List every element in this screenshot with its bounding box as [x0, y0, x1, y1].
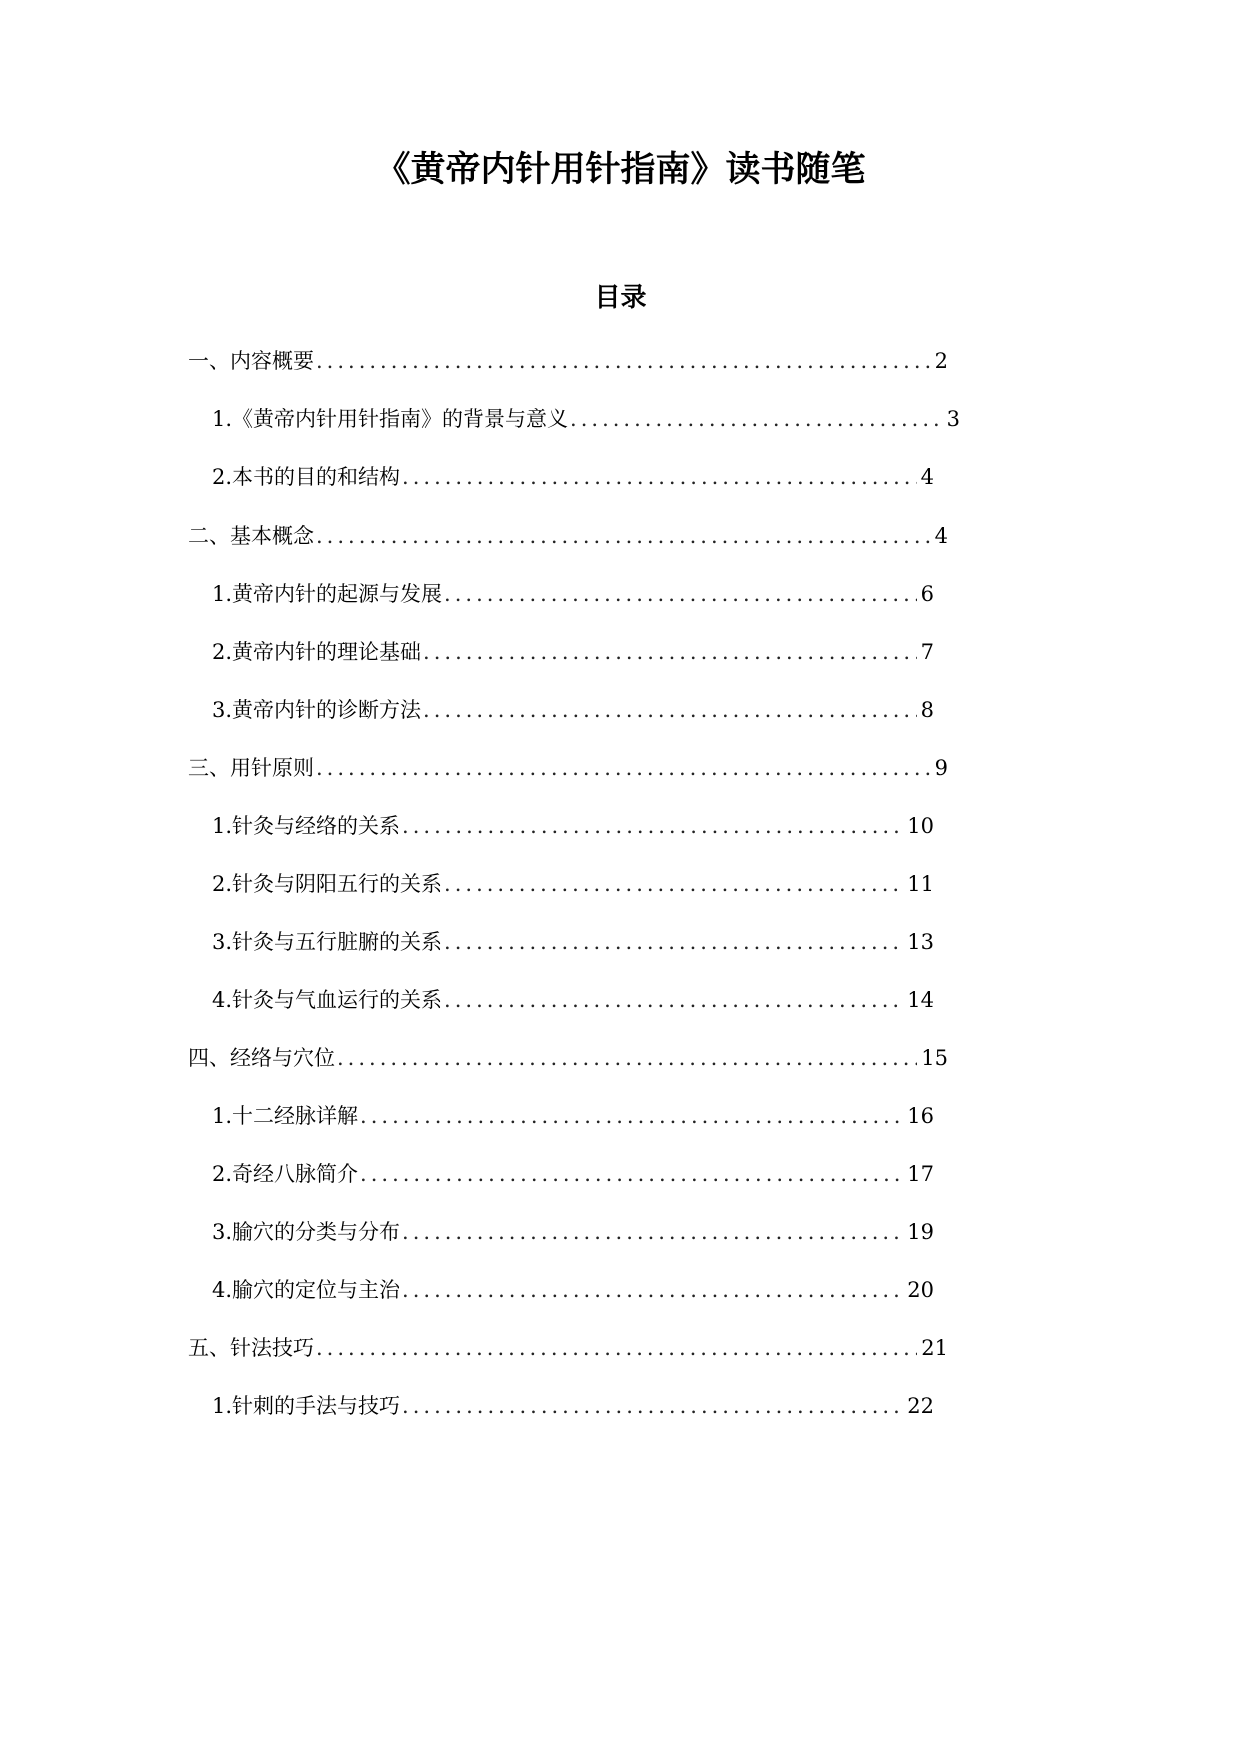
toc-entry-3-2[interactable] [212, 869, 934, 899]
toc-entry-text: 针灸与五行脏腑的关系 [232, 930, 443, 954]
toc-entry-text: 黄帝内针的起源与发展 [232, 582, 443, 606]
toc-entry-4-4[interactable] [212, 1275, 934, 1305]
toc-entry-4-3[interactable] [212, 1217, 934, 1247]
dot-leader [402, 1391, 903, 1421]
toc-entry-text: 本书的目的和结构 [232, 465, 401, 489]
toc-entry-number: 3. [212, 698, 233, 722]
toc-entry-number: 3. [212, 930, 233, 954]
toc-page-number: 16 [907, 1104, 934, 1128]
dot-leader [316, 346, 931, 376]
toc-entry-number: 4. [212, 988, 233, 1012]
toc-page-number: 19 [907, 1220, 934, 1244]
dot-leader [402, 1275, 903, 1305]
toc-entry-3-1[interactable] [212, 811, 934, 841]
toc-page-number: 9 [934, 756, 948, 780]
toc-entry-text: 《黄帝内针用针指南》的背景与意义 [232, 407, 569, 431]
toc-entry-number: 2. [212, 640, 233, 664]
toc-entry-1-1[interactable] [212, 404, 960, 434]
toc-entry-text: 针刺的手法与技巧 [232, 1394, 401, 1418]
toc-heading: 目录 [594, 283, 647, 313]
toc-entry-2-1[interactable] [212, 579, 934, 609]
dot-leader [402, 462, 917, 492]
toc-entry-3-3[interactable] [212, 927, 934, 957]
toc-entry-number: 3. [212, 1220, 233, 1244]
toc-page-number: 8 [920, 698, 934, 722]
toc-entry-number: 1. [212, 1104, 233, 1128]
dot-leader [444, 985, 903, 1015]
toc-entry-number: 2. [212, 872, 233, 896]
dot-leader [444, 579, 917, 609]
toc-entry-text: 三、用针原则 [188, 756, 314, 780]
toc-page-number: 3 [946, 407, 960, 431]
dot-leader [402, 811, 903, 841]
toc-page-number: 2 [934, 349, 948, 373]
toc-entry-number: 4. [212, 1278, 233, 1302]
toc-entry-text: 二、基本概念 [188, 524, 314, 548]
toc-entry-text: 十二经脉详解 [232, 1104, 359, 1128]
toc-entry-number: 1. [212, 1394, 233, 1418]
toc-entry-3-4[interactable] [212, 985, 934, 1015]
dot-leader [316, 753, 931, 783]
toc-entry-5-1[interactable] [212, 1391, 934, 1421]
dot-leader [402, 1217, 903, 1247]
toc-entry-section-3[interactable] [188, 753, 948, 783]
toc-page-number: 11 [907, 872, 934, 896]
toc-page-number: 14 [907, 988, 934, 1012]
dot-leader [316, 521, 931, 551]
toc-entry-text: 四、经络与穴位 [188, 1046, 335, 1070]
toc-page-number: 6 [920, 582, 934, 606]
toc-page-number: 15 [921, 1046, 948, 1070]
toc-entry-text: 五、针法技巧 [188, 1336, 314, 1360]
document-title: 《黄帝内针用针指南》读书随笔 [375, 150, 866, 190]
toc-entry-text: 腧穴的分类与分布 [232, 1220, 401, 1244]
toc-entry-4-1[interactable] [212, 1101, 934, 1131]
toc-entry-number: 1. [212, 814, 233, 838]
toc-page-number: 13 [907, 930, 934, 954]
toc-page-number: 4 [934, 524, 948, 548]
dot-leader [360, 1101, 903, 1131]
toc-entry-number: 1. [212, 582, 233, 606]
toc-page-number: 4 [920, 465, 934, 489]
toc-page-number: 10 [907, 814, 934, 838]
toc-entry-section-2[interactable] [188, 521, 948, 551]
toc-entry-section-4[interactable] [188, 1043, 948, 1073]
toc-entry-text: 针灸与经络的关系 [232, 814, 401, 838]
toc-entry-number: 2. [212, 1162, 233, 1186]
toc-page-number: 22 [907, 1394, 934, 1418]
dot-leader [337, 1043, 917, 1073]
toc-entry-section-1[interactable] [188, 346, 948, 376]
toc-entry-2-2[interactable] [212, 637, 934, 667]
toc-page-number: 17 [907, 1162, 934, 1186]
toc-entry-number: 1. [212, 407, 233, 431]
toc-entry-text: 针灸与阴阳五行的关系 [232, 872, 443, 896]
dot-leader [360, 1159, 903, 1189]
toc-entry-text: 腧穴的定位与主治 [232, 1278, 401, 1302]
dot-leader [423, 637, 917, 667]
toc-entry-2-3[interactable] [212, 695, 934, 725]
dot-leader [316, 1333, 917, 1363]
toc-entry-text: 奇经八脉简介 [232, 1162, 359, 1186]
toc-entry-number: 2. [212, 465, 233, 489]
toc-entry-section-5[interactable] [188, 1333, 948, 1363]
toc-entry-1-2[interactable] [212, 462, 934, 492]
dot-leader [570, 404, 943, 434]
dot-leader [444, 869, 903, 899]
toc-page-number: 20 [907, 1278, 934, 1302]
toc-entry-text: 黄帝内针的诊断方法 [232, 698, 422, 722]
toc-entry-text: 一、内容概要 [188, 349, 314, 373]
toc-entry-text: 黄帝内针的理论基础 [232, 640, 422, 664]
dot-leader [444, 927, 903, 957]
toc-entry-text: 针灸与气血运行的关系 [232, 988, 443, 1012]
toc-page-number: 21 [921, 1336, 948, 1360]
toc-entry-4-2[interactable] [212, 1159, 934, 1189]
toc-page-number: 7 [920, 640, 934, 664]
dot-leader [423, 695, 917, 725]
